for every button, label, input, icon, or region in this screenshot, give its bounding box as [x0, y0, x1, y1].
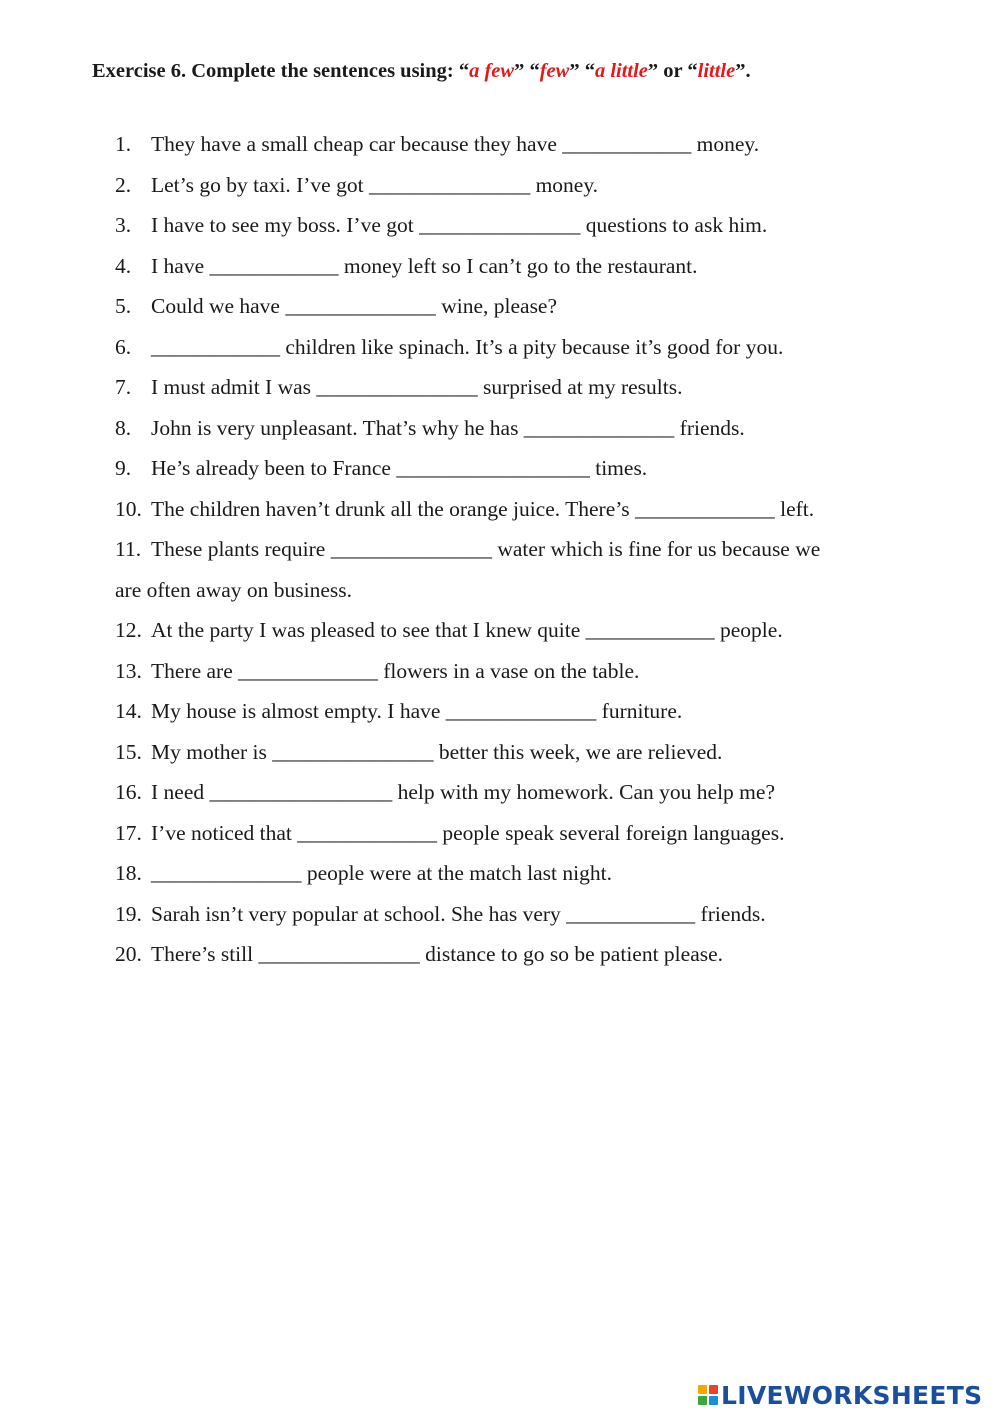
sentence-text: I need _________________ help with my homework. Can you help me?: [151, 780, 775, 804]
sentence-item: [115, 529, 895, 570]
sentence-item: [115, 448, 895, 489]
sentence-text: ______________ people were at the match last night.: [151, 861, 612, 885]
sentence-number: 15.: [115, 739, 142, 764]
liveworksheets-logo: [698, 1378, 982, 1412]
option-few: few: [539, 60, 570, 82]
sentence-text: There are _____________ flowers in a vase on the table.: [151, 658, 640, 683]
sentence-text: Could we have ______________ wine, please?: [151, 294, 558, 318]
sentence-number: 20.: [115, 942, 142, 966]
logo-square-3: [698, 1396, 707, 1405]
sentence-item: [115, 934, 895, 975]
exercise-title: [92, 60, 751, 83]
sentence-text: I must admit I was _______________ surprised at my results.: [151, 375, 683, 399]
sentence-number: 18.: [115, 861, 142, 885]
sentence-item: [115, 286, 895, 327]
sentence-item: [115, 772, 895, 813]
option-little: little: [697, 60, 736, 82]
sentence-text: John is very unpleasant. That’s why he has ______________ friends.: [151, 415, 745, 440]
sentence-item: [115, 732, 895, 773]
sentence-item: [115, 246, 895, 287]
sentence-number: 5.: [115, 294, 132, 318]
sentence-text: At the party I was pleased to see that I knew quite ____________ people.: [151, 618, 783, 642]
sentence-text: I’ve noticed that _____________ people speak several foreign languages.: [151, 820, 785, 845]
sentence-number: 8.: [115, 415, 132, 440]
sentence-number: 6.: [115, 334, 132, 359]
sentence-number: 19.: [115, 901, 142, 926]
sentence-item: [115, 327, 895, 368]
sentence-text: I have ____________ money left so I can’t go to the restaurant.: [151, 253, 698, 278]
title-prefix: Exercise 6. Complete the sentences using: “: [92, 60, 470, 82]
title-suffix: ”.: [735, 60, 751, 82]
sentence-text: ____________ children like spinach. It’s a pity because it’s good for you.: [151, 334, 784, 359]
logo-square-2: [709, 1385, 718, 1394]
sentence-number: 14.: [115, 699, 142, 723]
title-sep-2: ” “: [569, 60, 595, 82]
logo-grid-icon: [698, 1385, 718, 1405]
sentence-number: 9.: [115, 456, 132, 480]
sentence-number: 17.: [115, 820, 142, 845]
sentence-text: Let’s go by taxi. I’ve got _______________ money.: [151, 172, 599, 197]
logo-text: LIVEWORKSHEETS: [721, 1380, 983, 1410]
option-a-few: a few: [469, 60, 515, 82]
sentence-item: [115, 205, 895, 246]
sentence-item: [115, 570, 895, 611]
title-sep-3: ” or “: [647, 60, 698, 82]
option-a-little: a little: [594, 60, 648, 82]
sentence-item: [115, 165, 895, 206]
sentence-item: [115, 124, 895, 165]
sentence-text: There’s still _______________ distance to go so be patient please.: [151, 942, 724, 966]
sentence-text: He’s already been to France __________________ times.: [151, 456, 648, 480]
sentence-number: 13.: [115, 658, 142, 683]
sentence-number: 4.: [115, 253, 132, 278]
sentence-number: 12.: [115, 618, 142, 642]
sentence-item: [115, 610, 895, 651]
sentence-number: 3.: [115, 213, 132, 237]
sentence-item: [115, 489, 895, 530]
sentence-text: My house is almost empty. I have ______________ furniture.: [151, 699, 683, 723]
sentence-text: are often away on business.: [115, 577, 353, 602]
sentence-number: 7.: [115, 375, 132, 399]
sentence-number: 11.: [115, 537, 142, 561]
sentence-text: They have a small cheap car because they have ____________ money.: [151, 132, 760, 156]
sentence-item: [115, 813, 895, 854]
sentence-item: [115, 691, 895, 732]
sentence-text: Sarah isn’t very popular at school. She has very ____________ friends.: [151, 901, 766, 926]
title-sep-1: ” “: [514, 60, 540, 82]
sentence-text: These plants require _______________ water which is fine for us because we: [151, 537, 821, 561]
sentence-number: 10.: [115, 496, 142, 521]
sentence-number: 2.: [115, 172, 132, 197]
sentence-text: My mother is _______________ better this week, we are relieved.: [151, 739, 723, 764]
sentence-item: [115, 651, 895, 692]
logo-square-1: [698, 1385, 707, 1394]
logo-square-4: [709, 1396, 718, 1405]
sentence-number: 16.: [115, 780, 142, 804]
sentence-item: [115, 894, 895, 935]
sentence-number: 1.: [115, 132, 132, 156]
sentence-list: [115, 124, 895, 975]
sentence-text: The children haven’t drunk all the orange juice. There’s _____________ left.: [151, 496, 815, 521]
sentence-item: [115, 408, 895, 449]
sentence-item: [115, 367, 895, 408]
sentence-text: I have to see my boss. I’ve got _______________ questions to ask him.: [151, 213, 768, 237]
sentence-item: [115, 853, 895, 894]
